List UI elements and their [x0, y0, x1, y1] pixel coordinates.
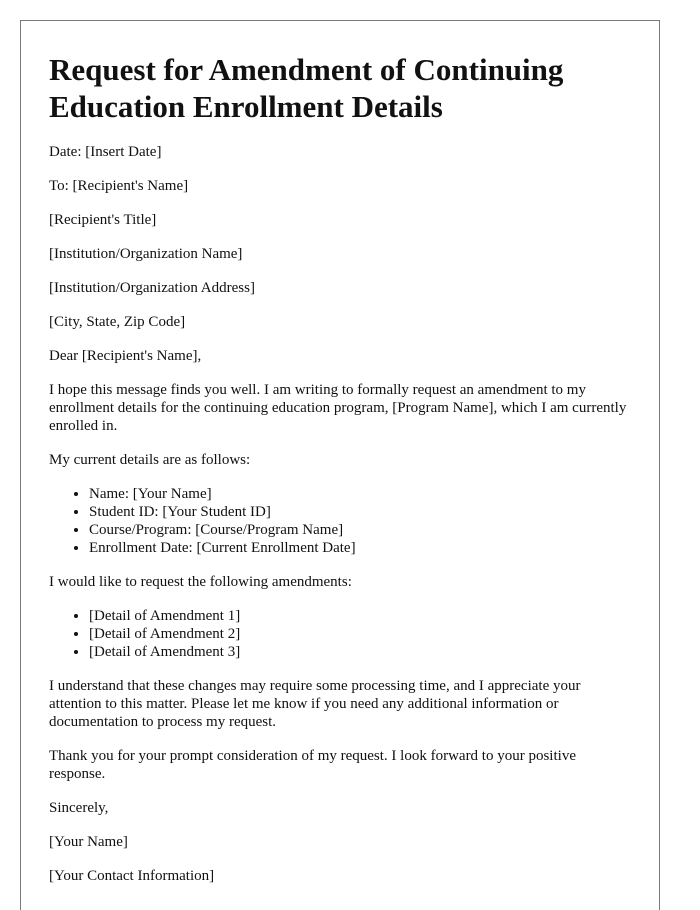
list-item: • [Detail of Amendment 1]: [89, 607, 631, 625]
contact-info: [Your Contact Information]: [49, 868, 215, 884]
institution-address-line: [Institution/Organization Address]: [49, 280, 255, 296]
list-item: • Course/Program: [Course/Program Name]: [89, 521, 631, 539]
letter-title: Request for Amendment of Continuing Education Enrollment Details: [49, 52, 564, 124]
processing-paragraph: I understand that these changes may require some processing time, and I appreciate your attention to this matter. Please let me know if you need any additional information or documentation to process my request.: [49, 678, 581, 730]
closing: Sincerely,: [49, 800, 109, 816]
signature-name: [Your Name]: [49, 834, 128, 850]
amendments-list: [49, 607, 631, 661]
current-details-list: [49, 485, 631, 557]
date-line: Date: [Insert Date]: [49, 144, 162, 160]
current-details-heading: My current details are as follows:: [49, 452, 251, 468]
amendments-heading: I would like to request the following amendments:: [49, 574, 352, 590]
list-item: • Enrollment Date: [Current Enrollment Date]: [89, 539, 631, 557]
city-state-zip-line: [City, State, Zip Code]: [49, 314, 186, 330]
recipient-name-line: To: [Recipient's Name]: [49, 178, 189, 194]
list-item: • [Detail of Amendment 3]: [89, 643, 631, 661]
intro-paragraph: I hope this message finds you well. I am writing to formally request an amendment to my enrollment details for the continuing education program, [Program Name], which I am currently enrolled in.: [49, 382, 627, 434]
list-item: • Name: [Your Name]: [89, 485, 631, 503]
salutation: Dear [Recipient's Name],: [49, 348, 202, 364]
list-item: • Student ID: [Your Student ID]: [89, 503, 631, 521]
thanks-paragraph: Thank you for your prompt consideration of my request. I look forward to your positive response.: [49, 748, 576, 782]
recipient-title-line: [Recipient's Title]: [49, 212, 157, 228]
list-item: • [Detail of Amendment 2]: [89, 625, 631, 643]
letter-page: [20, 20, 660, 910]
institution-name-line: [Institution/Organization Name]: [49, 246, 243, 262]
